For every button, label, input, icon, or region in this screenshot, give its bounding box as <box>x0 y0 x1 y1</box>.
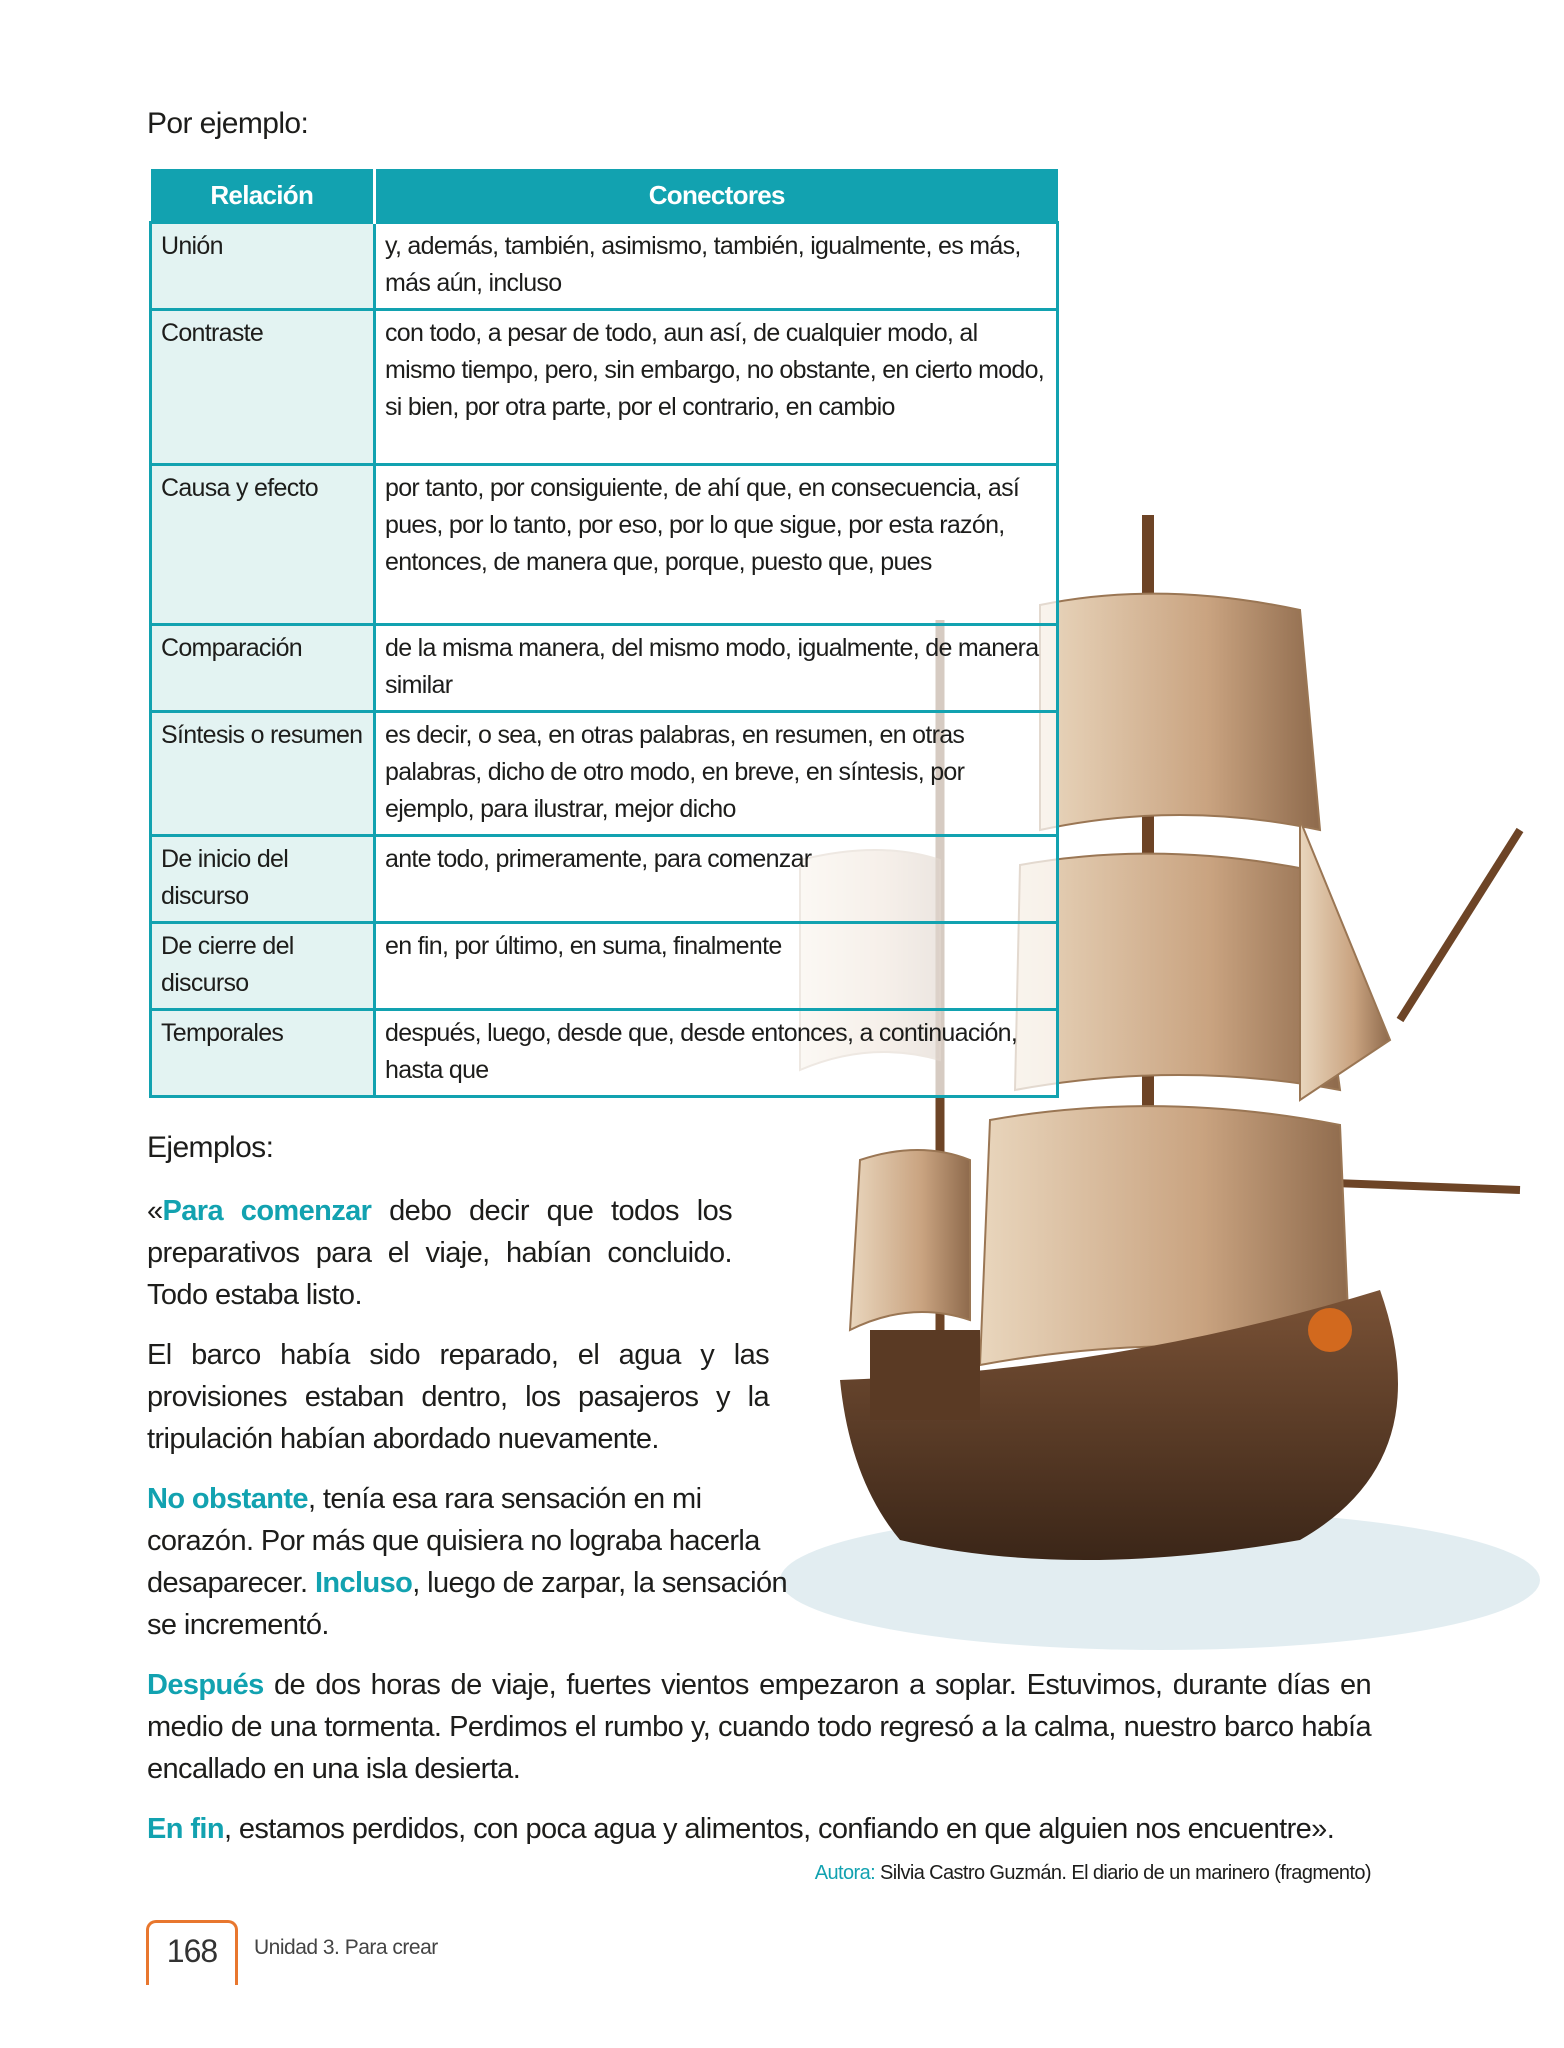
table-row <box>151 712 1058 836</box>
relation-cell: Comparación <box>151 625 375 712</box>
relation-cell: Temporales <box>151 1010 375 1097</box>
table-row <box>151 1010 1058 1097</box>
paragraph-text: debo decir que todos los preparativos para el viaje, habían concluido. Todo estaba listo. <box>147 1195 732 1311</box>
relation-cell: De cierre del discurso <box>151 923 375 1010</box>
relation-cell: Causa y efecto <box>151 465 375 625</box>
paragraph-text: , luego de zarpar, la sensación se incrementó. <box>147 1567 788 1641</box>
connector-highlight: Para comenzar <box>162 1195 372 1227</box>
content-column <box>147 104 1371 1886</box>
connector-highlight: No obstante <box>147 1483 308 1515</box>
connector-highlight: Incluso <box>314 1567 413 1599</box>
story-paragraph-3 <box>147 1478 797 1646</box>
paragraph-text: de dos horas de viaje, fuertes vientos empezaron a soplar. Estuvimos, durante días en medio de una tormenta. Perdimos el rumbo y, cuando todo regresó a la calma, nuestro barco había encallado en una isla desierta. <box>147 1669 1371 1785</box>
connectors-cell: por tanto, por consiguiente, de ahí que, en consecuencia, así pues, por lo tanto, por eso, por lo que sigue, por esta razón, entonces, de manera que, porque, puesto que, pues <box>375 465 1058 625</box>
table-row <box>151 836 1058 923</box>
table-row <box>151 310 1058 465</box>
story-paragraph-2: El barco había sido reparado, el agua y las provisiones estaban dentro, los pasajeros y la tripulación habían abordado nuevamente. <box>147 1339 769 1455</box>
connectors-cell: y, además, también, asimismo, también, igualmente, es más, más aún, incluso <box>375 223 1058 310</box>
connectors-cell: ante todo, primeramente, para comenzar <box>375 836 1058 923</box>
table-row <box>151 223 1058 310</box>
connectors-table <box>149 169 1059 1098</box>
table-row <box>151 465 1058 625</box>
connectors-cell: es decir, o sea, en otras palabras, en resumen, en otras palabras, dicho de otro modo, en breve, en síntesis, por ejemplo, para ilustrar, mejor dicho <box>375 712 1058 836</box>
connectors-cell: de la misma manera, del mismo modo, igualmente, de manera similar <box>375 625 1058 712</box>
intro-label: Por ejemplo: <box>147 107 309 140</box>
table-row <box>151 923 1058 1010</box>
open-quote: « <box>147 1195 163 1227</box>
examples-heading: Ejemplos: <box>147 1131 274 1164</box>
header-relation: Relación <box>151 169 375 223</box>
page-number: 168 <box>146 1920 238 1985</box>
connector-highlight: Después <box>147 1669 264 1701</box>
paragraph-text: , estamos perdidos, con poca agua y alimentos, confiando en que alguien nos encuentre». <box>223 1813 1335 1845</box>
connectors-cell: con todo, a pesar de todo, aun así, de cualquier modo, al mismo tiempo, pero, sin embargo, no obstante, en cierto modo, si bien, por otra parte, por el contrario, en cambio <box>375 310 1058 465</box>
connectors-cell: en fin, por último, en suma, finalmente <box>375 923 1058 1010</box>
header-connectors: Conectores <box>375 169 1058 223</box>
credit-text: Silvia Castro Guzmán. El diario de un marinero (fragmento) <box>875 1862 1371 1884</box>
relation-cell: Unión <box>151 223 375 310</box>
table-row <box>151 625 1058 712</box>
connectors-cell: después, luego, desde que, desde entonces, a continuación, hasta que <box>375 1010 1058 1097</box>
paragraph-text: , tenía esa rara sensación en mi corazón. Por más que quisiera no lograba hacerla desaparecer. <box>147 1483 760 1599</box>
relation-cell: De inicio del discurso <box>151 836 375 923</box>
story-paragraph-4 <box>147 1664 1371 1790</box>
relation-cell: Síntesis o resumen <box>151 712 375 836</box>
credit-label: Autora: <box>814 1862 876 1884</box>
connector-highlight: En fin <box>147 1813 224 1845</box>
unit-title: Unidad 3. Para crear <box>254 1936 438 1959</box>
story-paragraph-5 <box>147 1808 1371 1850</box>
relation-cell: Contraste <box>151 310 375 465</box>
source-credit <box>147 1860 1371 1886</box>
story-paragraph-1 <box>147 1190 732 1316</box>
